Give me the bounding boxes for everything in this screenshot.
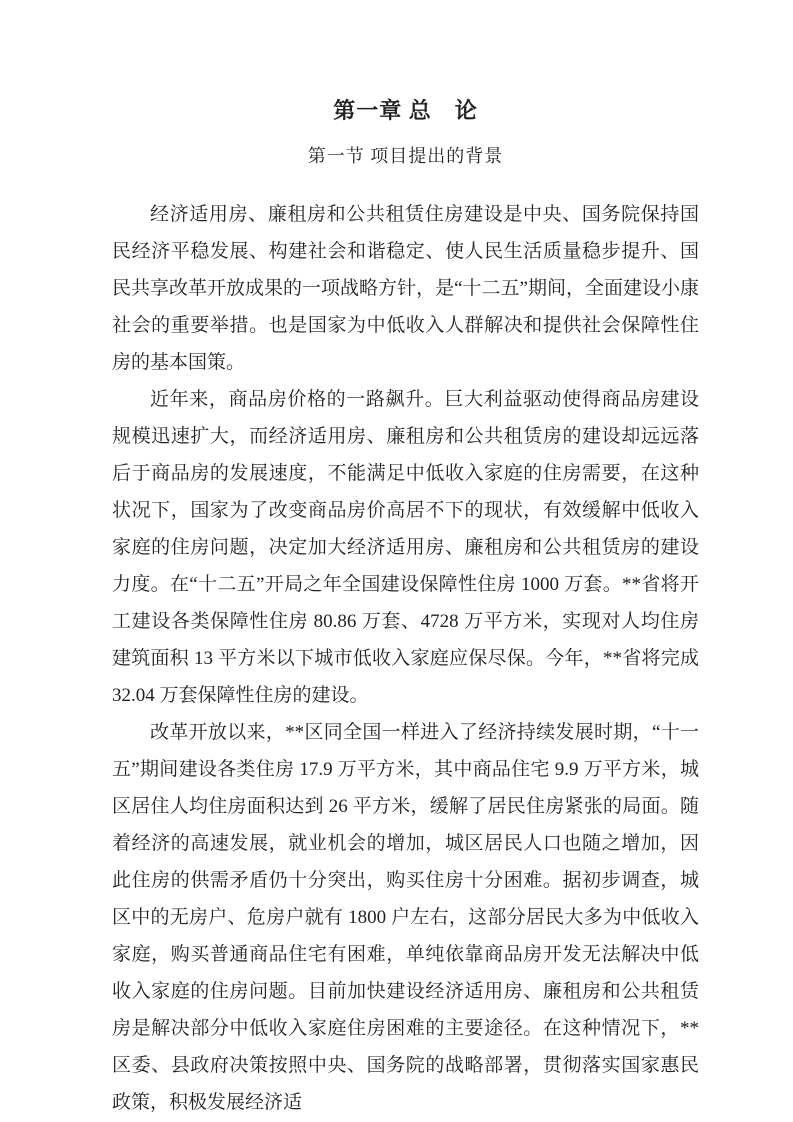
paragraph-background-policy: 经济适用房、廉租房和公共租赁住房建设是中央、国务院保持国民经济平稳发展、构建社会和谐稳定、使人民生活质量稳步提升、国民共享改革开放成果的一项战略方针，是“十二五”期间，全面建设小康社会的重要举措。也是国家为中低收入人群解决和提供社会保障性住房的基本国策。 — [112, 204, 699, 373]
section-title: 第一节 项目提出的背景 — [307, 146, 504, 166]
document-body — [112, 196, 699, 1121]
paragraph-local-situation: 改革开放以来，**区同全国一样进入了经济持续发展时期，“十一五”期间建设各类住房 17.9 万平方米，其中商品住宅 9.9 万平方米，城区居住人均住房面积达到 26 平方米，缓解了居民住房紧张的局面。随着经济的高速发展，就业机会的增加，城区居民人口也随之增加，因此住房的供需矛盾仍十分突出，购买住房十分困难。据初步调查，城区中的无房户、危房户就有 1800 户左右，这部分居民大多为中低收入家庭，购买普通商品住宅有困难，单纯依靠商品房开发无法解决中低收入家庭的住房问题。目前加快建设经济适用房、廉租房和公共租赁房是解决部分中低收入家庭住房困难的主要途径。在这种情况下，**区委、县政府决策按照中央、国务院的战略部署，贯彻落实国家惠民政策，积极发展经济适 — [112, 722, 699, 1113]
chapter-title: 第一章 总 论 — [333, 98, 478, 123]
paragraph-housing-market: 近年来，商品房价格的一路飙升。巨大利益驱动使得商品房建设规模迅速扩大，而经济适用房、廉租房和公共租赁房的建设却远远落后于商品房的发展速度，不能满足中低收入家庭的住房需要，在这种状况下，国家为了改变商品房价高居不下的现状，有效缓解中低收入家庭的住房问题，决定加大经济适用房、廉租房和公共租赁房的建设力度。在“十二五”开局之年全国建设保障性住房 1000 万套。**省将开工建设各类保障性住房 80.86 万套、4728 万平方米，实现对人均住房建筑面积 13 平方米以下城市低收入家庭应保尽保。今年，**省将完成 32.04 万套保障性住房的建设。 — [112, 389, 699, 706]
